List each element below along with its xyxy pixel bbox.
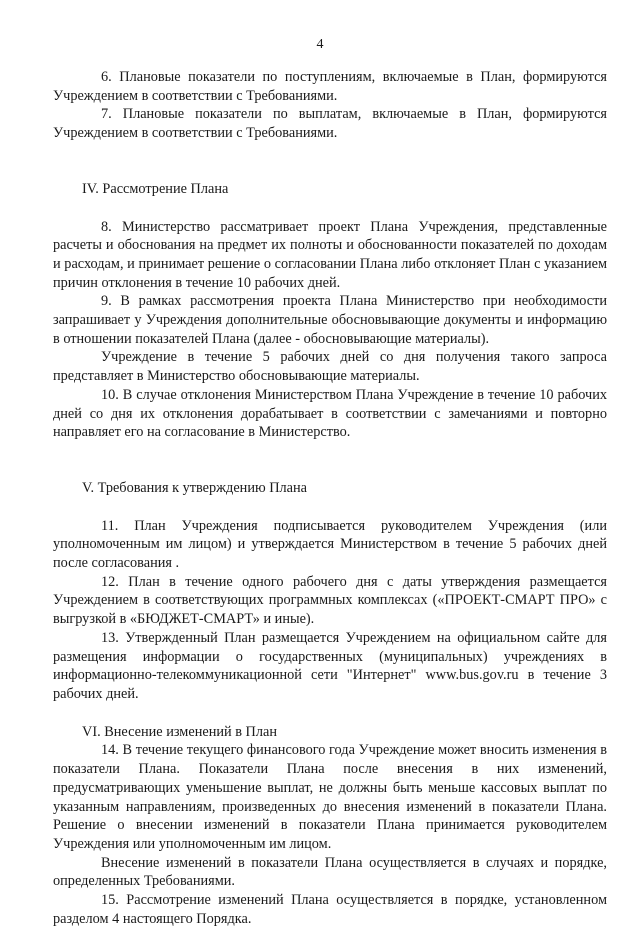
spacer xyxy=(53,704,607,723)
document-body xyxy=(53,68,607,928)
paragraph-9: 9. В рамках рассмотрения проекта Плана Министерство при необходимости запрашивает у Учреждения дополнительные обосновывающие документы и информацию в отношении показателей Плана (далее - обосновывающие материалы). xyxy=(53,293,607,347)
paragraph-9-continued: Учреждение в течение 5 рабочих дней со дня получения такого запроса представляет в Министерство обосновывающие материалы. xyxy=(53,349,607,385)
paragraph-13: 13. Утвержденный План размещается Учреждением на официальном сайте для размещения информации о государственных (муниципальных) учреждениях в информационно-телекоммуникационной сети "Интернет" www.bus.gov.ru в течение 3 рабочих дней. xyxy=(53,629,607,702)
spacer xyxy=(53,199,607,218)
section-heading-vi: VI. Внесение изменений в План xyxy=(82,723,278,740)
paragraph-14-continued: Внесение изменений в показатели Плана осуществляется в случаях и порядке, определенных Требованиями. xyxy=(53,854,607,890)
page-number: 4 xyxy=(316,37,324,52)
paragraph-10: 10. В случае отклонения Министерством Плана Учреждение в течение 10 рабочих дней со дня их отклонения дорабатывает в соответствии с замечаниями и повторно направляет его на согласование в Министерство. xyxy=(53,386,607,441)
paragraph-8: 8. Министерство рассматривает проект Плана Учреждения, представленные расчеты и обоснования на предмет их полноты и обоснованности показателей по доходам и расходам, и принимает решение о согласовании Плана либо отклоняет План с указанием причин отклонения в течение 10 рабочих дней. xyxy=(53,218,607,291)
spacer xyxy=(53,143,607,180)
paragraph-14: 14. В течение текущего финансового года Учреждение может вносить изменения в показатели Плана. Показатели Плана после внесения в них изменений, предусматривающих уменьшение выплат, не должны быть меньше кассовых выплат по указанным направлениям, произведенных до внесения изменений в показатели Плана. Решение о внесении изменений в показатели Плана принимается руководителем Учреждения или уполномоченным им лицом. xyxy=(53,742,607,852)
paragraph-12: 12. План в течение одного рабочего дня с даты утверждения размещается Учреждением в соответствующих программных комплексах («ПРОЕКТ-СМАРТ ПРО» с выгрузкой в «БЮДЖЕТ-СМАРТ» и иные). xyxy=(53,573,607,628)
spacer xyxy=(53,442,607,479)
paragraph-15: 15. Рассмотрение изменений Плана осуществляется в порядке, установленном разделом 4 настоящего Порядка. xyxy=(53,892,607,927)
spacer xyxy=(53,498,607,517)
paragraph-6: 6. Плановые показатели по поступлениям, включаемые в План, формируются Учреждением в соответствии с Требованиями. xyxy=(53,69,607,104)
paragraph-7: 7. Плановые показатели по выплатам, включаемые в План, формируются Учреждением в соответствии с Требованиями. xyxy=(53,106,607,142)
paragraph-11: 11. План Учреждения подписывается руководителем Учреждения (или уполномоченным им лицом) и утверждается Министерством в течение 5 рабочих дней после согласования . xyxy=(53,517,607,572)
section-heading-iv: IV. Рассмотрение Плана xyxy=(82,180,229,197)
section-heading-v: V. Требования к утверждению Плана xyxy=(82,479,308,496)
